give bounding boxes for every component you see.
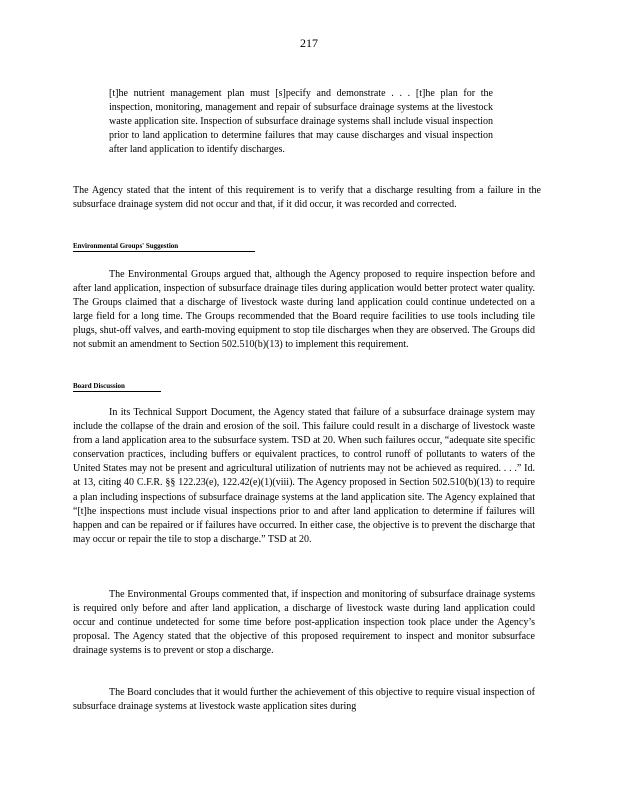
board-discussion-heading: Board Discussion <box>73 382 161 392</box>
board-discussion-paragraph-2: The Environmental Groups commented that, if inspection and monitoring of subsurface drainage systems is required only before and after land application, a discharge of livestock waste during land application could occur and continue undetected for some time before post-application inspection took place under the Agency’s proposal. The Agency stated that the objective of this proposed requirement to inspect and monitor subsurface drainage systems is to prevent or stop a discharge. <box>73 589 535 657</box>
page-number: 217 <box>300 36 318 50</box>
agency-intent-paragraph: The Agency stated that the intent of this requirement is to verify that a discharge resulting from a failure in the subsurface drainage system did not occur and that, if it did occur, it was recorded and corrected. <box>73 185 541 211</box>
environmental-groups-heading: Environmental Groups' Suggestion <box>73 242 255 252</box>
board-discussion-paragraph-1: In its Technical Support Document, the Agency stated that failure of a subsurface drainage system may include the collapse of the drain and erosion of the soil. This failure could result in a discharge of livestock waste from a land application area to the subsurface system. TSD at 20. When such failures occur, “adequate site specific conservation practices, including buffers or equivalent practices, to control runoff of pollutants to waters of the United States may not be present and agricultural utilization of nutrients may not be achieved as required. . . .” Id. at 13, citing 40 C.F.R. §§ 122.23(e), 122.42(e)(1)(viii). The Agency proposed in Section 502.510(b)(13) to require a plan including inspections of subsurface drainage systems at the land application site. The Agency explained that “[t]he inspections must include visual inspections prior to and after land application to determine if failures will happen and can be repaired or if failures have occurred. In either case, the objective is to prevent the discharge that may occur or repair the tile to stop a discharge.” TSD at 20. <box>73 407 535 545</box>
block-quote: [t]he nutrient management plan must [s]pecify and demonstrate . . . [t]he plan for the inspection, monitoring, management and repair of subsurface drainage systems at the livestock waste application site. Inspection of subsurface drainage systems shall include visual inspection prior to land application to determine failures that may cause discharges and visual inspection after land application to identify discharges. <box>109 88 493 156</box>
board-discussion-paragraph-3: The Board concludes that it would further the achievement of this objective to require visual inspection of subsurface drainage systems at livestock waste application sites during <box>73 687 535 713</box>
environmental-groups-paragraph: The Environmental Groups argued that, although the Agency proposed to require inspection before and after land application, inspection of subsurface drainage tiles during application would better protect water quality. The Groups claimed that a discharge of livestock waste during land application could continue undetected on a large field for a long time. The Groups recommended that the Board require facilities to use tools including tile plugs, shut-off valves, and earth-moving equipment to stop tile discharges when they are observed. The Groups did not submit an amendment to Section 502.510(b)(13) to implement this requirement. <box>73 269 535 351</box>
